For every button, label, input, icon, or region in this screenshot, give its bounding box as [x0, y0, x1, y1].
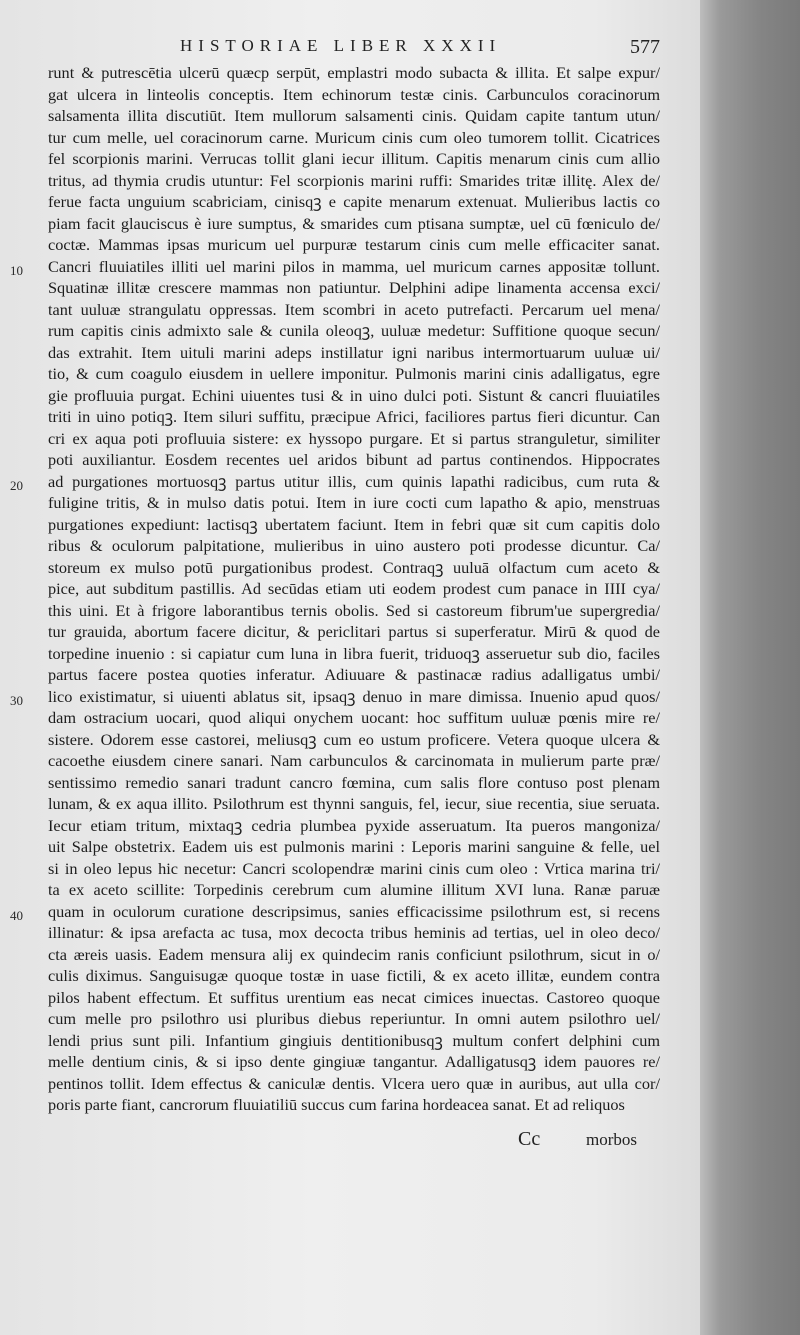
line-number-10: 10	[10, 263, 23, 278]
signature-mark: Cc	[518, 1128, 541, 1150]
text-line: sistere. Odorem esse castorei, meliusqꝫ cum eo ustum proficere. Vetera quoque ulcera &	[48, 729, 660, 749]
text-line: cum melle pro psilothro usi pluribus diebus reperiuntur. In omni autem psilothro uel/	[48, 1009, 660, 1028]
text-line: this uini. Et à frigore laborantibus ternis obolis. Sed si castoreum fibrum'ue supergredia/	[48, 600, 660, 620]
text-line: lico existimatur, si uiuenti ablatus sit, ipsaqꝫ denuo in mare dimissa. Inuenio apud quos/	[48, 686, 660, 706]
text-line: culis diximus. Sanguisugæ quoque tostæ in uase fictili, & ex aceto illitæ, eundem contra	[48, 966, 660, 985]
text-line: storeum ex mulso potū purgationibus prodest. Contraqꝫ uuluā olfactum cum aceto &	[48, 557, 660, 577]
page-footer	[0, 1126, 700, 1156]
text-line: pice, aut subditum pastillis. Ad secūdas etiam uti eodem prodest cum panace in IIII cya/	[48, 579, 660, 598]
text-line: melle dentium cinis, & si ipso dente gingiuæ tangantur. Adalligatusqꝫ idem pauores re/	[48, 1052, 660, 1071]
text-line: gie profluuia purgat. Echini uiuentes tusi & in uino dulci poti. Sistunt & cancri fluuiatiles	[48, 385, 660, 405]
text-line: coctæ. Mammas ipsas muricum uel purpuræ testarum cinis cum melle efficaciter sanat.	[48, 235, 660, 254]
text-line: Iecur etiam tritum, mixtaqꝫ cedria plumbea pyxide asseruatum. Ita pueros mangoniza/	[48, 815, 660, 835]
text-line: cacoethe eiusdem cinere sanari. Nam carbunculos & carcinomata in mulierum parte præ/	[48, 751, 660, 770]
page-edge-shadow	[700, 0, 800, 1335]
text-line: triti in uino potiqꝫ. Item siluri suffitu, præcipue Africi, faciliores partus fieri dicuntur. Can	[48, 407, 660, 426]
catchword: morbos	[586, 1130, 637, 1149]
text-line: poti auxiliantur. Eosdem recentes uel aridos bibunt ad partus continendos. Hippocrates	[48, 450, 660, 469]
text-line: ta ex aceto scillite: Torpedinis cerebrum cum alumine illitum XVI luna. Ranæ paruæ	[48, 880, 660, 899]
text-line: rum capitis cinis admixto sale & cunila oleoqꝫ, uuluæ medetur: Suffitione quoque secun/	[48, 321, 660, 340]
text-line: runt & putrescētia ulcerū quæcp serpūt, emplastri modo subacta & illita. Et salpe expur/	[48, 63, 660, 82]
text-line: fuligine tritis, & in mulso datis potui. Item in iure cocti cum lapatho & apio, menstruas	[48, 493, 660, 512]
text-line: das extrahit. Item uituli marini adeps instillatur igni naribus intermortuarum uuluæ ui/	[48, 342, 660, 362]
line-number-30: 30	[10, 693, 23, 708]
text-line: ad purgationes mortuosqꝫ partus utitur illis, cum quinis lapathi radicibus, cum ruta &	[48, 471, 660, 491]
line-number-40: 40	[10, 908, 23, 923]
running-title: HISTORIAE LIBER XXXII	[180, 36, 502, 55]
text-line: tur grauida, abortum facere dicitur, & periclitari partus si superferatur. Mirū & quod de	[48, 622, 660, 641]
page-number: 577	[630, 36, 660, 58]
text-line: ferue facta unguium scabriciam, cinisqꝫ e capite menarum extenuat. Mulieribus lactis co	[48, 192, 660, 211]
text-line: tio, & cum coagulo eiusdem in uellere imponitur. Pulmonis marini cinis adalligatus, egre	[48, 364, 660, 383]
text-line: purgationes expediunt: lactisqꝫ ubertatem faciunt. Item in febri quæ sit cum capitis dolo	[48, 514, 660, 534]
body-text	[48, 62, 660, 1116]
line-number-20: 20	[10, 478, 23, 493]
text-line: quam in oculorum curatione descripsimus, sanies efficacissime psilothrum est, si recens	[48, 901, 660, 921]
text-line: poris parte fiant, cancrorum fluuiatiliū succus cum farina hordeacea sanat. Et ad reliquos	[48, 1095, 625, 1114]
text-line: lendi prius sunt pili. Infantium gingiuis dentitionibusqꝫ multum confert delphini cum	[48, 1030, 660, 1050]
text-line: ribus & oculorum palpitatione, mulieribus in uino austero poti prodesse dicuntur. Ca/	[48, 536, 660, 555]
text-line: partus facere postea quoties inferatur. Adiuuare & pastinacæ radius adalligatus umbi/	[48, 665, 660, 684]
text-line: tant uuluæ strangulatu oppressas. Item scombri in aceto putrefacti. Percarum uel mena/	[48, 299, 660, 319]
text-line: cta æreis uasis. Eadem mensura alij ex quindecim ranis conficiunt psilothrum, sicut in o/	[48, 944, 660, 964]
text-line: Squatinæ illitæ crescere mammas non patiuntur. Delphini adipe linamenta accensa exci/	[48, 278, 660, 297]
text-line: si in oleo lepus hic necetur: Cancri scolopendræ marini cinis cum oleo : Vrtica marina tri/	[48, 858, 660, 878]
text-line: uit Salpe obstetrix. Eadem uis est pulmonis marini : Leporis marini sanguine & felle, uel	[48, 837, 660, 856]
page-header	[180, 32, 660, 62]
text-line: pentinos tollit. Idem effectus & caniculæ dentis. Vlcera uero quæ in auribus, aut ulla cor/	[48, 1073, 660, 1093]
text-line: sentissimo remedio sanari tradunt cancro fœmina, cum salis flore contuso post plenam	[48, 772, 660, 792]
text-line: fel scorpionis marini. Verrucas tollit glani iecur illitum. Capitis menarum cinis cum allio	[48, 149, 660, 168]
text-line: tritus, ad thymia crudis utuntur: Fel scorpionis marini ruffi: Smarides tritæ illitę. Alex de/	[48, 170, 660, 190]
text-line: Cancri fluuiatiles illiti uel marini pilos in mamma, uel muricum carnes appositæ tollunt.	[48, 256, 660, 276]
text-line: pilos habent effectum. Et suffitus urentium eas necat cimices inuectas. Castoreo quoque	[48, 987, 660, 1007]
text-line: dam ostracium uocari, quod aliqui onychem uocant: hoc suffitum uuluæ pœnis mire re/	[48, 708, 660, 727]
text-line: cri ex aqua poti profluuia sistere: ex hyssopo purgare. Et si partus stranguletur, similiter	[48, 428, 660, 448]
text-line: salsamenta illita discutiūt. Item mullorum salsamenti cinis. Quidam capite tantum utun/	[48, 106, 660, 125]
text-line: gat ulcera in linteolis conceptis. Item echinorum testæ cinis. Carbunculos coracinorum	[48, 84, 660, 104]
text-line: torpedine inuenio : si capiatur cum luna in libra fuerit, triduoqꝫ asseruetur sub dio, faciles	[48, 643, 660, 663]
text-line: piam facit glauciscus è iure sumptus, & smarides cum ptisana sumptæ, uel cū fœniculo de/	[48, 213, 660, 233]
text-line: tur cum melle, uel coracinorum carne. Muricum cinis cum oleo tumorem tollit. Cicatrices	[48, 127, 660, 147]
text-line: illinatur: & ipsa arefacta ac tusa, mox decocta tribus heminis ad tertias, uel in oleo deco/	[48, 923, 660, 942]
text-line: lunam, & ex aqua illito. Psilothrum est thynni sanguis, fel, iecur, siue recentia, siue seruata.	[48, 794, 660, 813]
